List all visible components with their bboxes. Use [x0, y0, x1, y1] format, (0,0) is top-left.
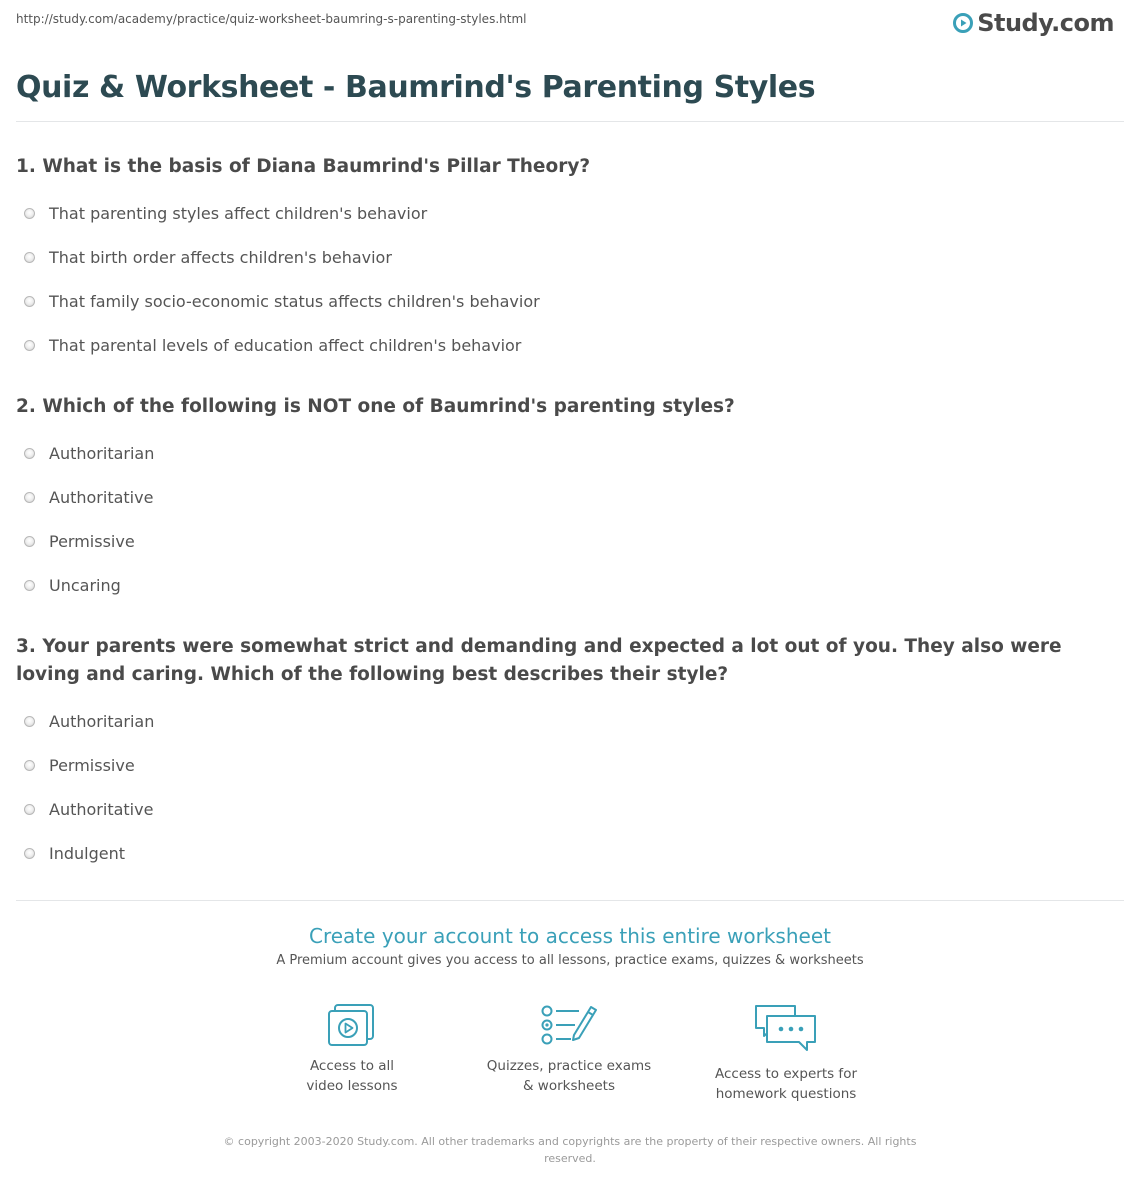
study-logo[interactable] [953, 8, 1114, 38]
radio-button[interactable] [24, 340, 35, 351]
answer-label: Authoritative [49, 487, 154, 507]
radio-button[interactable] [24, 296, 35, 307]
logo-text: Study.com [977, 9, 1114, 37]
answer-option[interactable] [16, 235, 1106, 279]
top-bar [16, 9, 1124, 42]
radio-button[interactable] [24, 760, 35, 771]
page-url[interactable]: http://study.com/academy/practice/quiz-worksheet-baumring-s-parenting-styles.html [16, 12, 527, 26]
answer-label: Authoritative [49, 799, 154, 819]
question-text: 3. Your parents were somewhat strict and demanding and expected a lot out of you. They also were loving and caring. Which of the following best describes their style? [16, 636, 1062, 685]
chat-bubbles-icon [753, 1002, 819, 1056]
answer-option[interactable] [16, 787, 1106, 831]
answer-label: Uncaring [49, 575, 121, 595]
page-title: Quiz & Worksheet - Baumrind's Parenting Styles [16, 70, 816, 105]
answer-label: That parenting styles affect children's behavior [49, 203, 428, 223]
question-3 [16, 633, 1106, 875]
answer-label: That birth order affects children's behavior [49, 247, 392, 267]
answer-option[interactable] [16, 191, 1106, 235]
radio-button[interactable] [24, 492, 35, 503]
radio-button[interactable] [24, 580, 35, 591]
answer-label: Authoritarian [49, 443, 155, 463]
feature-line: video lessons [306, 1078, 398, 1094]
answer-label: Permissive [49, 531, 135, 551]
answer-option[interactable] [16, 563, 1106, 607]
cta-divider [16, 900, 1124, 901]
answer-option[interactable] [16, 699, 1106, 743]
feature-video-lessons [252, 1002, 452, 1096]
radio-button[interactable] [24, 536, 35, 547]
copyright-notice: © copyright 2003-2020 Study.com. All other trademarks and copyrights are the property of their respective owners. All rights reserved. [223, 1135, 917, 1165]
feature-quizzes [469, 1002, 669, 1096]
question-1 [16, 153, 1106, 367]
answer-option[interactable] [16, 323, 1106, 367]
answer-option[interactable] [16, 519, 1106, 563]
answer-label: Permissive [49, 755, 135, 775]
title-divider [16, 121, 1124, 122]
radio-button[interactable] [24, 448, 35, 459]
play-circle-icon [953, 13, 973, 33]
answer-option[interactable] [16, 431, 1106, 475]
feature-line: & worksheets [522, 1078, 615, 1094]
feature-line: homework questions [715, 1086, 857, 1102]
answer-label: Indulgent [49, 843, 126, 863]
quiz-checklist-icon [539, 1002, 599, 1048]
radio-button[interactable] [24, 716, 35, 727]
answer-option[interactable] [16, 475, 1106, 519]
feature-experts [686, 1002, 886, 1104]
answer-option[interactable] [16, 831, 1106, 875]
answer-label: That parental levels of education affect children's behavior [49, 335, 522, 355]
feature-line: Quizzes, practice exams [486, 1058, 652, 1074]
answer-label: That family socio-economic status affects children's behavior [49, 291, 540, 311]
feature-line: Access to experts for [714, 1066, 857, 1082]
radio-button[interactable] [24, 804, 35, 815]
question-text: 2. Which of the following is NOT one of Baumrind's parenting styles? [16, 396, 735, 417]
cta-subtitle: A Premium account gives you access to all lessons, practice exams, quizzes & worksheets [276, 953, 864, 968]
premium-features [0, 1002, 1140, 1112]
radio-button[interactable] [24, 848, 35, 859]
radio-button[interactable] [24, 252, 35, 263]
radio-button[interactable] [24, 208, 35, 219]
video-lessons-icon [326, 1002, 378, 1048]
cta-title-link[interactable]: Create your account to access this entire worksheet [309, 924, 831, 948]
question-text: 1. What is the basis of Diana Baumrind's Pillar Theory? [16, 156, 591, 177]
question-2 [16, 393, 1106, 607]
answer-option[interactable] [16, 743, 1106, 787]
feature-line: Access to all [309, 1058, 395, 1074]
answer-label: Authoritarian [49, 711, 155, 731]
answer-option[interactable] [16, 279, 1106, 323]
